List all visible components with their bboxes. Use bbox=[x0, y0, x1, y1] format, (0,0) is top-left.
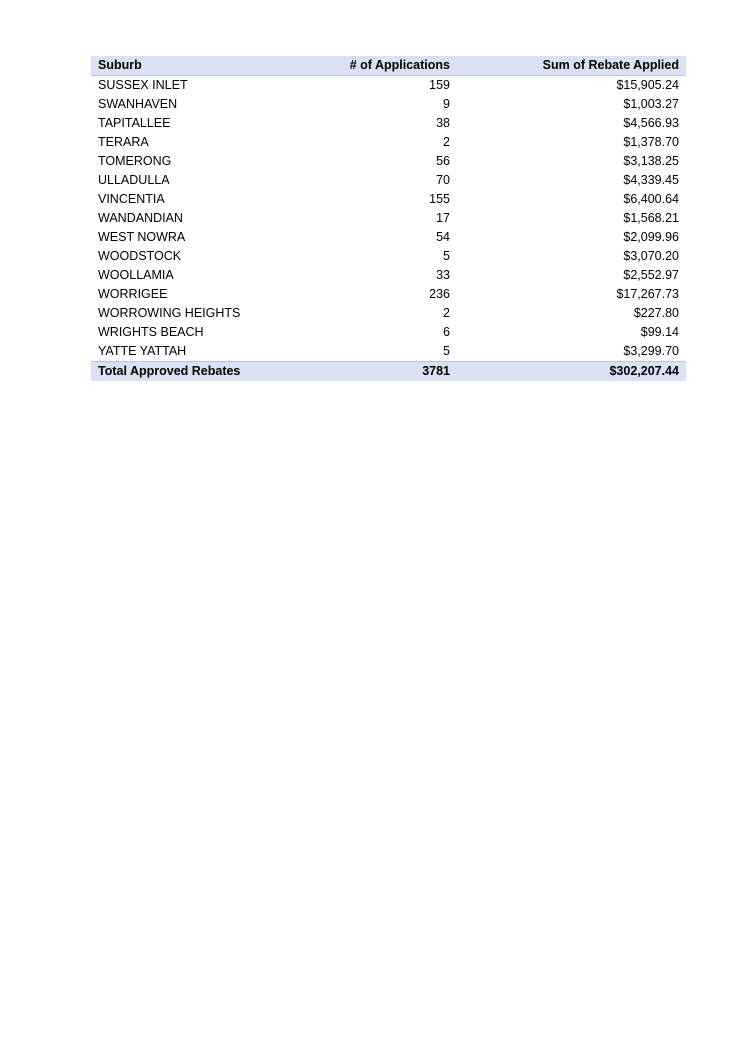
total-label: Total Approved Rebates bbox=[91, 362, 331, 382]
table-row bbox=[91, 247, 686, 266]
cell-rebate: $99.14 bbox=[640, 325, 679, 339]
cell-applications: 38 bbox=[436, 116, 450, 130]
cell-rebate: $3,070.20 bbox=[623, 249, 679, 263]
cell-suburb: WORRIGEE bbox=[98, 287, 168, 301]
table-row bbox=[91, 190, 686, 209]
cell-applications: 70 bbox=[436, 173, 450, 187]
header-suburb: Suburb bbox=[91, 56, 331, 76]
cell-applications: 33 bbox=[436, 268, 450, 282]
cell-applications: 5 bbox=[443, 344, 450, 358]
cell-applications: 56 bbox=[436, 154, 450, 168]
table-row bbox=[91, 114, 686, 133]
cell-rebate: $1,003.27 bbox=[623, 97, 679, 111]
cell-suburb: TOMERONG bbox=[98, 154, 172, 168]
cell-applications: 2 bbox=[443, 306, 450, 320]
table-row bbox=[91, 304, 686, 323]
cell-suburb: VINCENTIA bbox=[98, 192, 165, 206]
cell-applications: 155 bbox=[429, 192, 450, 206]
cell-suburb: ULLADULLA bbox=[98, 173, 170, 187]
table-row bbox=[91, 342, 686, 362]
cell-rebate: $3,299.70 bbox=[623, 344, 679, 358]
cell-suburb: WORROWING HEIGHTS bbox=[98, 306, 241, 320]
table-row bbox=[91, 133, 686, 152]
cell-suburb: SUSSEX INLET bbox=[98, 78, 188, 92]
cell-applications: 5 bbox=[443, 249, 450, 263]
total-row bbox=[91, 362, 686, 382]
table-row bbox=[91, 266, 686, 285]
cell-applications: 236 bbox=[429, 287, 450, 301]
cell-rebate: $2,099.96 bbox=[623, 230, 679, 244]
table-row bbox=[91, 76, 686, 96]
header-applications: # of Applications bbox=[331, 56, 457, 76]
header-rebate: Sum of Rebate Applied bbox=[457, 56, 686, 76]
table-footer bbox=[91, 362, 686, 382]
table-body bbox=[91, 76, 686, 362]
cell-suburb: SWANHAVEN bbox=[98, 97, 178, 111]
cell-applications: 159 bbox=[429, 78, 450, 92]
cell-suburb: WRIGHTS BEACH bbox=[98, 325, 204, 339]
cell-rebate: $1,378.70 bbox=[623, 135, 679, 149]
cell-suburb: WEST NOWRA bbox=[98, 230, 186, 244]
cell-rebate: $227.80 bbox=[633, 306, 679, 320]
cell-suburb: WOOLLAMIA bbox=[98, 268, 174, 282]
header-row bbox=[91, 56, 686, 76]
table-row bbox=[91, 152, 686, 171]
table-row bbox=[91, 95, 686, 114]
cell-applications: 6 bbox=[443, 325, 450, 339]
cell-rebate: $1,568.21 bbox=[623, 211, 679, 225]
cell-applications: 54 bbox=[436, 230, 450, 244]
total-applications: 3781 bbox=[331, 362, 457, 382]
table-header bbox=[91, 56, 686, 76]
table-row bbox=[91, 209, 686, 228]
cell-suburb: WANDANDIAN bbox=[98, 211, 183, 225]
table-row bbox=[91, 285, 686, 304]
total-rebate: $302,207.44 bbox=[457, 362, 686, 382]
cell-suburb: WOODSTOCK bbox=[98, 249, 182, 263]
rebates-table bbox=[91, 56, 686, 381]
cell-rebate: $15,905.24 bbox=[616, 78, 679, 92]
cell-rebate: $2,552.97 bbox=[623, 268, 679, 282]
cell-suburb: TERARA bbox=[98, 135, 149, 149]
cell-suburb: TAPITALLEE bbox=[98, 116, 171, 130]
cell-rebate: $6,400.64 bbox=[623, 192, 679, 206]
cell-suburb: YATTE YATTAH bbox=[98, 344, 187, 358]
cell-rebate: $4,339.45 bbox=[623, 173, 679, 187]
cell-applications: 17 bbox=[436, 211, 450, 225]
table-row bbox=[91, 228, 686, 247]
table-row bbox=[91, 171, 686, 190]
table-row bbox=[91, 323, 686, 342]
cell-applications: 2 bbox=[443, 135, 450, 149]
cell-rebate: $3,138.25 bbox=[623, 154, 679, 168]
cell-rebate: $17,267.73 bbox=[616, 287, 679, 301]
cell-applications: 9 bbox=[443, 97, 450, 111]
cell-rebate: $4,566.93 bbox=[623, 116, 679, 130]
